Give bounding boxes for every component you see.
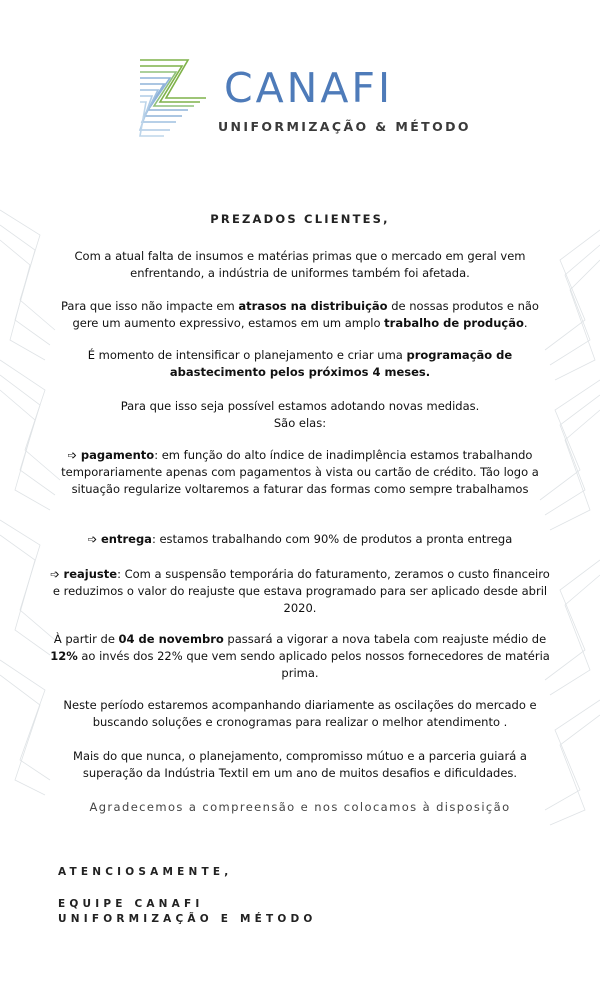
highlight-percent: 12% xyxy=(50,649,78,663)
text: : estamos trabalhando com 90% de produtos a pronta entrega xyxy=(151,532,513,546)
paragraph-distribution xyxy=(50,298,550,332)
greeting: PREZADOS CLIENTES, xyxy=(210,212,390,226)
logo-mark-icon xyxy=(136,58,216,138)
highlight-date: 04 de novembro xyxy=(118,632,224,646)
text: É momento de intensificar o planejamento e criar uma xyxy=(87,348,407,362)
paragraph-planning xyxy=(50,347,550,381)
thanks-line: Agradecemos a compreensão e nos colocamos à disposição xyxy=(89,800,511,814)
arrow-icon: ➩ xyxy=(50,567,64,581)
brand-logo xyxy=(136,58,471,138)
text: ao invés dos 22% que vem sendo aplicado pelos nossos fornecedores de matéria prima. xyxy=(77,649,550,680)
text-line: Para que isso seja possível estamos adotando novas medidas. xyxy=(120,399,480,413)
text: : em função do alto índice de inadimplência estamos trabalhando temporariamente apenas com pagamentos à vista ou cartão de crédito. Tão logo a situação regularize voltaremos a faturar das formas como sempre trabalhamos xyxy=(61,448,539,496)
measure-label: reajuste xyxy=(63,567,118,581)
text: À partir de xyxy=(53,632,119,646)
highlight-schedule: programação de abastecimento pelos próximos 4 meses. xyxy=(169,348,513,379)
measure-label: entrega xyxy=(101,532,152,546)
signature-team: EQUIPE CANAFI xyxy=(58,898,204,910)
text-line: São elas: xyxy=(273,416,327,430)
paragraph-measures xyxy=(50,398,550,432)
text: . xyxy=(523,316,528,330)
brand-name: CANAFI xyxy=(224,64,394,112)
brand-tagline: UNIFORMIZAÇÃO & MÉTODO xyxy=(218,119,471,134)
signature-company: UNIFORMIZAÇÃO E MÉTODO xyxy=(58,913,317,925)
text: : Com a suspensão temporária do faturamento, zeramos o custo financeiro e reduzimos o valor do reajuste que estava programado para ser aplicado desde abril 2020. xyxy=(52,567,550,615)
closing-salutation: ATENCIOSAMENTE, xyxy=(58,866,233,878)
highlight-distribution: atrasos na distribuição xyxy=(238,299,388,313)
arrow-icon: ➩ xyxy=(87,532,101,546)
measure-payment xyxy=(50,447,550,498)
paragraph-new-price-table xyxy=(50,631,550,682)
measure-adjustment xyxy=(50,566,550,617)
text: Para que isso não impacte em xyxy=(61,299,239,313)
paragraph-supply-shortage: Com a atual falta de insumos e matérias primas que o mercado em geral vem enfrentando, a indústria de uniformes também foi afetada. xyxy=(74,249,526,280)
paragraph-partnership: Mais do que nunca, o planejamento, compromisso mútuo e a parceria guiará a superação da Indústria Textil em um ano de muitos desafios e dificuldades. xyxy=(73,749,527,780)
text: de nossas produtos e não gere um aumento expressivo, estamos em um amplo xyxy=(72,299,539,330)
text: passará a vigorar a nova tabela com reajuste médio de xyxy=(223,632,547,646)
measure-label: pagamento xyxy=(80,448,155,462)
arrow-icon: ➩ xyxy=(67,448,81,462)
measure-delivery xyxy=(50,531,550,548)
paragraph-monitoring: Neste período estaremos acompanhando diariamente as oscilações do mercado e buscando soluções e cronogramas para realizar o melhor atendimento . xyxy=(63,698,537,729)
highlight-production: trabalho de produção xyxy=(384,316,524,330)
